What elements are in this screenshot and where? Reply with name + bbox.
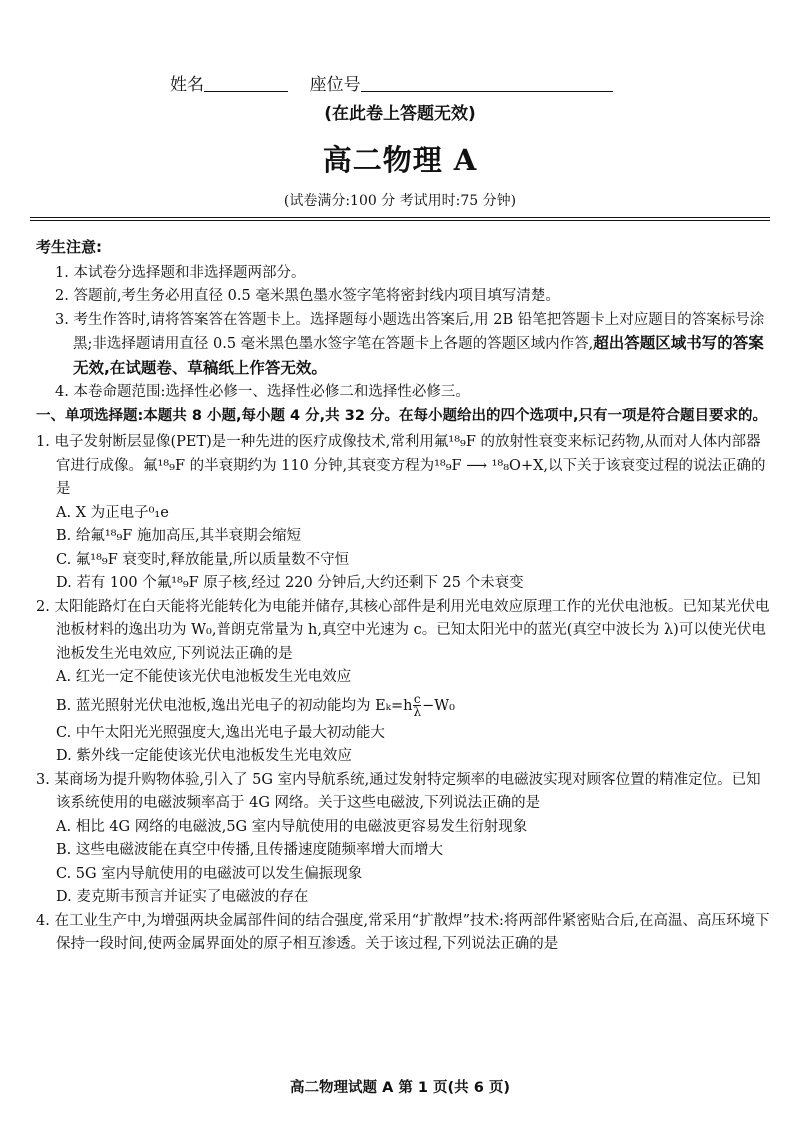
exam-meta: (试卷满分:100 分 考试用时:75 分钟) (283, 193, 517, 209)
page-footer: 高二物理试题 A 第 1 页(共 6 页) (290, 1080, 510, 1096)
seat-blank (361, 75, 613, 92)
divider-bottom (30, 220, 770, 221)
name-blank (204, 75, 288, 92)
question-3-option-a: A. 相比 4G 网络的电磁波,5G 室内导航使用的电磁波更容易发生衍射现象 (56, 818, 528, 835)
invalid-note: (在此卷上答题无效) (324, 104, 476, 124)
seat-label: 座位号 (309, 75, 361, 95)
notice-item-3 (36, 309, 770, 382)
page-title: 高二物理 A (322, 143, 478, 177)
question-2-stem: 2. 太阳能路灯在白天能将光能转化为电能并储存,其核心部件是利用光电效应原理工作的光伏电池板。已知某光伏电池板材料的逸出功为 W₀,普朗克常量为 h,真空中光速为 c。已知太阳光中的蓝光(真空中波长为 λ)可以使光伏电池板发生光电效应,下列说法正确的是 (36, 598, 770, 662)
question-1-option-b: B. 给氟¹⁸₉F 施加高压,其半衰期会缩短 (56, 528, 302, 544)
divider-top (30, 217, 770, 218)
notice-item-2: 2. 答题前,考生务必用直径 0.5 毫米黑色墨水签字笔将密封线内项目填写清楚。 (55, 288, 560, 304)
question-2-option-d: D. 紫外线一定能使该光伏电池板发生光电效应 (56, 748, 352, 764)
question-3-option-d: D. 麦克斯韦预言并证实了电磁波的存在 (56, 889, 309, 905)
question-2-option-c: C. 中午太阳光光照强度大,逸出光电子最大初动能大 (56, 724, 385, 741)
photon-energy-fraction (413, 693, 421, 718)
question-2-option-a: A. 红光一定不能使该光伏电池板发生光电效应 (56, 669, 352, 685)
notice-item-3-emphasis: 超出答题区域书写的答案无效,在试题卷、草稿纸上作答无效。 (73, 334, 764, 377)
question-1-option-d: D. 若有 100 个氟¹⁸₉F 原子核,经过 220 分钟后,大约还剩下 25 个未衰变 (56, 575, 524, 591)
notice-item-1: 1. 本试卷分选择题和非选择题两部分。 (55, 264, 306, 281)
section-heading: 一、单项选择题:本题共 8 小题,每小题 4 分,共 32 分。在每小题给出的四个选项中,只有一项是符合题目要求的。 (36, 407, 767, 424)
notice-item-4: 4. 本卷命题范围:选择性必修一、选择性必修二和选择性必修三。 (55, 384, 470, 400)
candidate-info-line (170, 70, 613, 95)
question-2-option-b (36, 690, 770, 722)
exam-body (36, 236, 770, 957)
question-1-option-a: A. X 为正电子⁰₁e (56, 504, 169, 521)
question-3-option-b: B. 这些电磁波能在真空中传播,且传播速度随频率增大而增大 (56, 842, 443, 858)
question-2-option-b-suffix: −W₀ (422, 697, 455, 714)
question-1-option-c: C. 氟¹⁸₉F 衰变时,释放能量,所以质量数不守恒 (56, 551, 350, 568)
question-3-stem: 3. 某商场为提升购物体验,引入了 5G 室内导航系统,通过发射特定频率的电磁波实现对顾客位置的精准定位。已知该系统使用的电磁波频率高于 4G 网络。关于这些电磁波,下列说法正确的是 (36, 771, 761, 811)
fraction-numerator: c (413, 692, 421, 706)
notice-heading: 考生注意: (36, 238, 102, 256)
question-4-stem: 4. 在工业生产中,为增强两块金属部件间的结合强度,常采用“扩散焊”技术:将两部件紧密贴合后,在高温、高压环境下保持一段时间,使两金属界面处的原子相互渗透。关于该过程,下列说法正确的是 (36, 912, 770, 952)
question-3-option-c: C. 5G 室内导航使用的电磁波可以发生偏振现象 (56, 865, 363, 882)
fraction-denominator: λ (413, 705, 422, 719)
name-label: 姓名 (170, 75, 204, 95)
notice-item-3-text: 3. 考生作答时,请将答案答在答题卡上。选择题每小题选出答案后,用 2B 铅笔把答题卡上对应题目的答案标号涂黑;非选择题请用直径 0.5 毫米黑色墨水签字笔在答题卡上各题的答题区域内作答, (55, 311, 765, 352)
question-1-stem: 1. 电子发射断层显像(PET)是一种先进的医疗成像技术,常利用氟¹⁸₉F 的放射性衰变来标记药物,从而对人体内部器官进行成像。氟¹⁸₉F 的半衰期约为 110 分钟,其衰变方程为¹⁸₉F ⟶ ¹⁸₈O+X,以下关于该衰变过程的说法正确的是 (36, 434, 766, 497)
question-2-option-b-prefix: B. 蓝光照射光伏电池板,逸出光电子的初动能均为 Eₖ=h (56, 697, 413, 714)
